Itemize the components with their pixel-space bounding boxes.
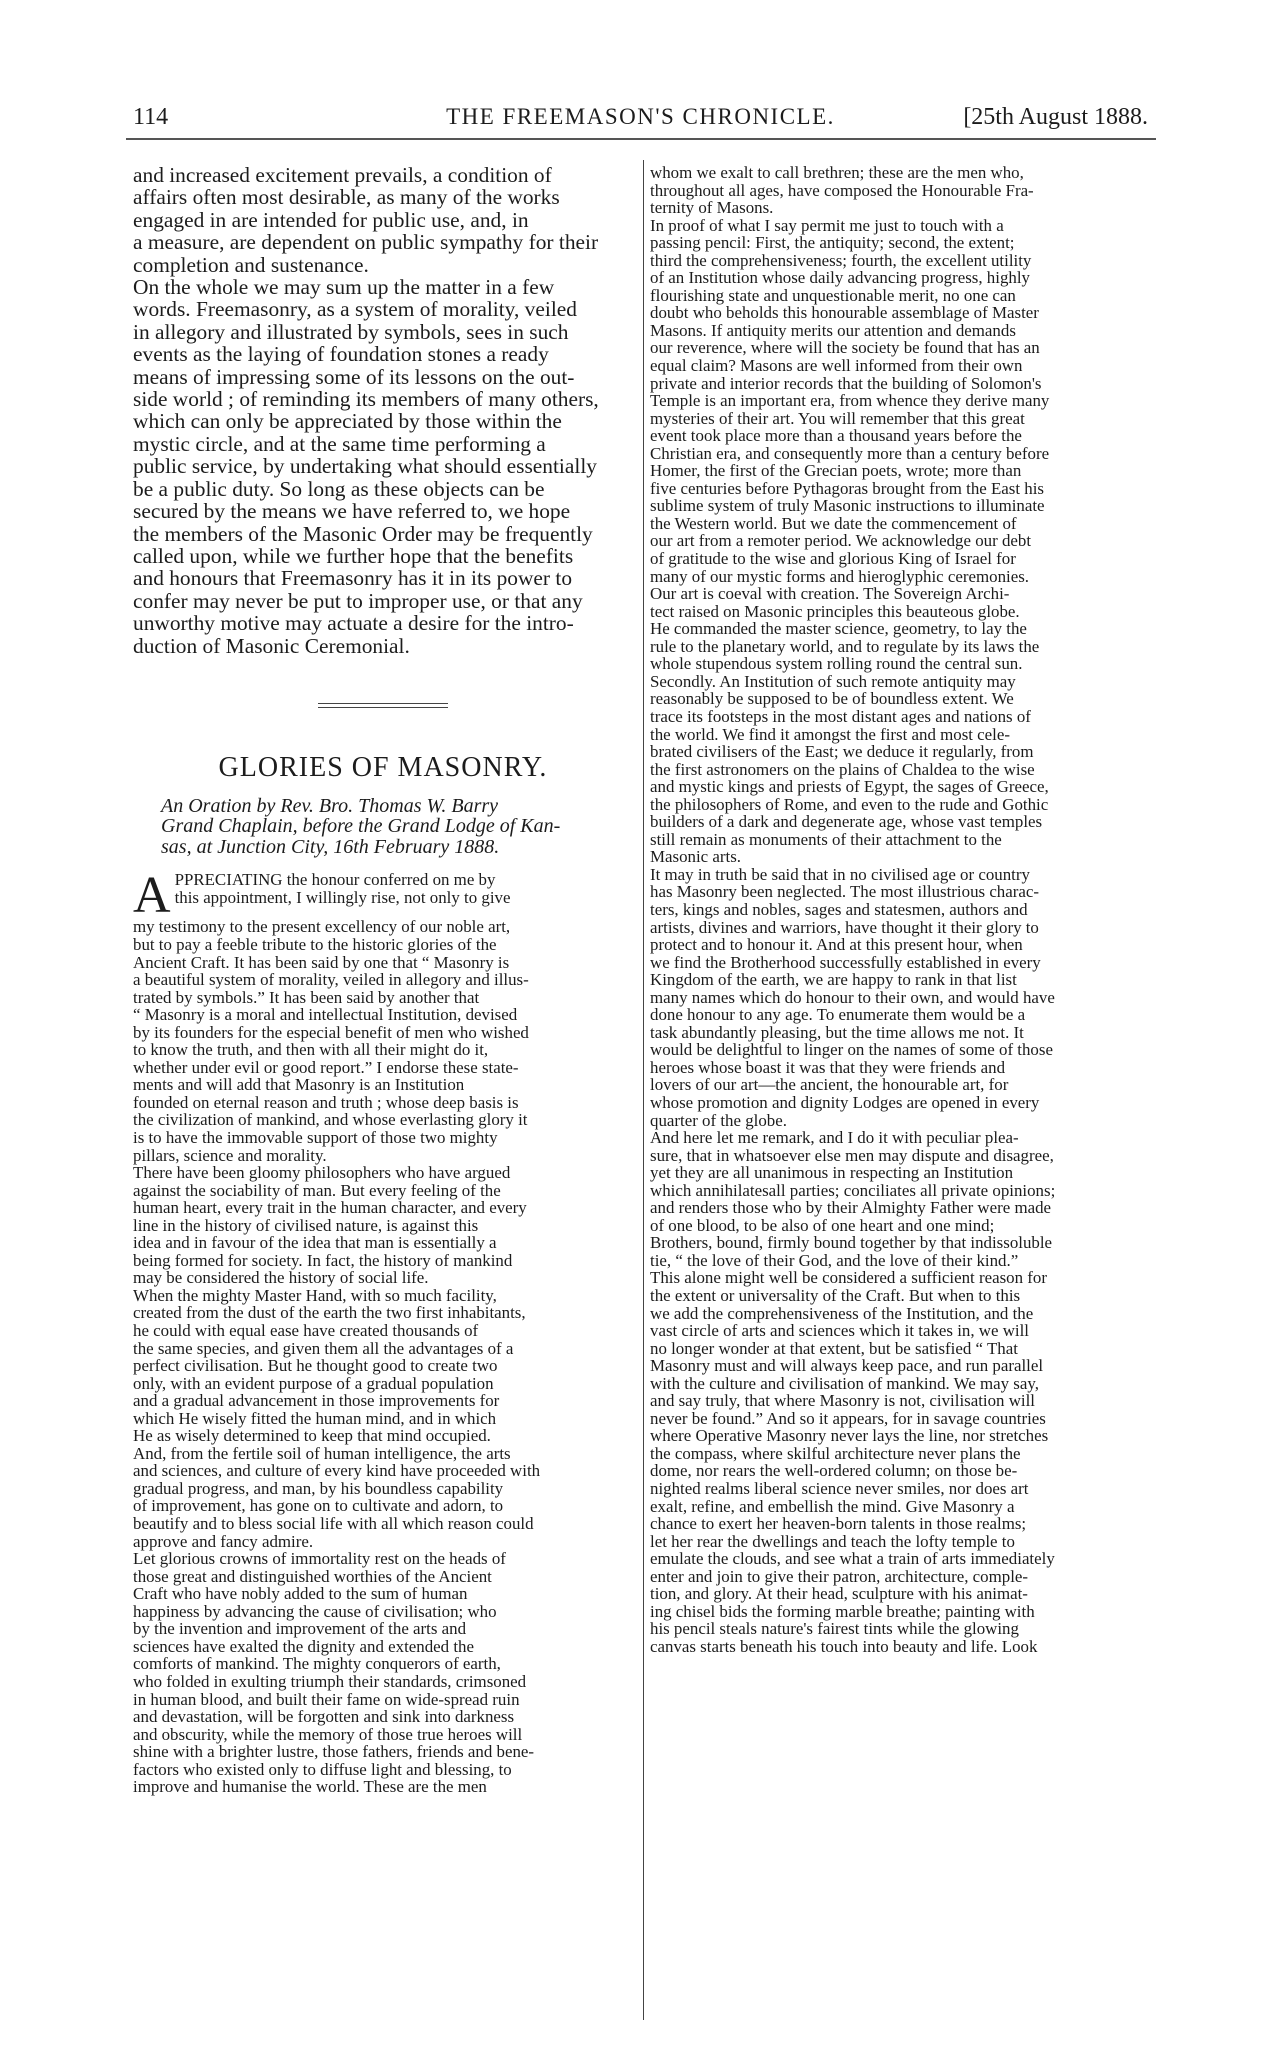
opening-line-2: this appointment, I willingly rise, not only to give [174, 887, 511, 907]
page-header [133, 100, 1148, 136]
article-byline: An Oration by Rev. Bro. Thomas W. Barry Grand Chaplain, before the Grand Lodge of Kan- sas, at Junction City, 16th February 1888. [161, 794, 561, 858]
paper-title: THE FREEMASON'S CHRONICLE. [446, 104, 835, 129]
issue-date: [25th August 1888. [963, 104, 1148, 130]
article-title: GLORIES OF MASONRY. [218, 751, 548, 783]
article-body-left: my testimony to the present excellency of our noble art, but to pay a feeble tribute to the historic glories of the Ancient Craft. It has been said by one that “ Masonry is a beautiful system of morality, veiled in allegory and illus- trated by symbols.” It has been said by another that “ Masonry is a moral and intellectual Institution, devised by its founders for the especial benefit of men who wished to know the truth, and then with all their might do it, whether under evil or good report.” I endorse these state- ments and will add that Masonry is an Institution founded on eternal reason and truth ; whose deep basis is the civilization of mankind, and whose everlasting glory it is to have the immovable support of those two mighty pillars, science and morality. There have been gloomy philosophers who have argued against the sociability of man. But every feeling of the human heart, every trait in the human character, and every line in the history of civilised nature, is against this idea and in favour of the idea that man is essentially a being formed for society. In fact, the history of mankind may be considered the history of social life. When the mighty Master Hand, with so much facility, created from the dust of the earth the two first inhabitants, he could with equal ease have created thousands of the same species, and given them all the advantages of a perfect civilisation. But he thought good to create two only, with an evident purpose of a gradual population and a gradual advancement in those improvements for which He wisely fitted the human mind, and in which He as wisely determined to keep that mind occupied. And, from the fertile soil of human intelligence, the arts and sciences, and culture of every kind have proceeded with gradual progress, and man, by his boundless capability of improvement, has gone on to cultivate and adorn, to beautify and to bless social life with all which reason could approve and fancy admire. Let glorious crowns of immortality rest on the heads of those great and distinguished worthies of the Ancient Craft who have nobly added to the sum of human happiness by advancing the cause of civilisation; who by the invention and improvement of the arts and sciences have exalted the dignity and extended the comforts of mankind. The mighty conquerors of earth, who folded in exulting triumph their standards, crimsoned in human blood, and built their fame on wide-spread ruin and devastation, will be forgotten and sink into darkness and obscurity, while the memory of those true heroes will shine with a brighter lustre, those fathers, friends and bene- factors who existed only to diffuse light and blessing, to improve and humanise the world. These are the men [133, 917, 541, 1797]
article-body-right: whom we exalt to call brethren; these are the men who, throughout all ages, have composed the Honourable Fra- ternity of Masons. In proof of what I say permit me just to touch with a passing pencil: First, the antiquity; second, the extent; third the comprehensiveness; fourth, the excellent utility of an Institution whose daily advancing progress, highly flourishing state and unquestionable merit, no one can doubt who beholds this honourable assemblage of Master Masons. If antiquity merits our attention and demands our reverence, where will the society be found that has an equal claim? Masons are well informed from their own private and interior records that the building of Solomon's Temple is an important era, from whence they derive many mysteries of their art. You will remember that this great event took place more than a thousand years before the Christian era, and consequently more than a century before Homer, the first of the Grecian poets, wrote; more than five centuries before Pythagoras brought from the East his sublime system of truly Masonic instructions to illuminate the Western world. But we date the commencement of our art from a remoter period. We acknowledge our debt of gratitude to the wise and glorious King of Israel for many of our mystic forms and hieroglyphic ceremonies. Our art is coeval with creation. The Sovereign Archi- tect raised on Masonic principles this beauteous globe. He commanded the master science, geometry, to lay the rule to the planetary world, and to regulate by its laws the whole stupendous system rolling round the central sun. Secondly. An Institution of such remote antiquity may reasonably be supposed to be of boundless extent. We trace its footsteps in the most distant ages and nations of the world. We find it amongst the first and most cele- brated civilisers of the East; we deduce it regularly, from the first astronomers on the plains of Chaldea to the wise and mystic kings and priests of Egypt, the sages of Greece, the philosophers of Rome, and even to the rude and Gothic builders of a dark and degenerate age, whose vast temples still remain as monuments of their attachment to the Masonic arts. It may in truth be said that in no civilised age or country has Masonry been neglected. The most illustrious charac- ters, kings and nobles, sages and statesmen, authors and artists, divines and warriors, have thought it their glory to protect and to honour it. And at this present hour, when we find the Brotherhood successfully established in every Kingdom of the earth, we are happy to rank in that list many names which do honour to their own, and would have done honour to any age. To enumerate them would be a task abundantly pleasing, but the time allows me not. It would be delightful to linger on the names of some of those heroes whose boast it was that they were friends and lovers of our art—the ancient, the honourable art, for whose promotion and dignity Lodges are opened in every quarter of the globe. And here let me remark, and I do it with peculiar plea- sure, that in whatsoever else men may dispute and disagree, yet they are all unanimous in respecting an Institution which annihilatesall parties; conciliates all private opinions; and renders those who by their Almighty Father were made of one blood, to be also of one heart and one mind; Brothers, bound, firmly bound together by that indissoluble tie, “ the love of their God, and the love of their kind.” This alone might well be considered a sufficient reason for the extent or universality of the Craft. But when to this we add the comprehensiveness of the Institution, and the vast circle of arts and sciences which it takes in, we will no longer wonder at that extent, but be satisfied “ That Masonry must and will always keep pace, and run parallel with the culture and civilisation of mankind. We may say, and say truly, that where Masonry is not, civilisation will never be found.” And so it appears, for in savage countries where Operative Masonry never lays the line, nor stretches the compass, where skilful architecture never plans the dome, nor rears the well-ordered column; on those be- nighted realms liberal science never smiles, nor does art exalt, refine, and embellish the mind. Give Masonry a chance to exert her heaven-born talents in those realms; let her rear the dwellings and teach the lofty temple to emulate the clouds, and see what a train of arts immediately enter and join to give their patron, architecture, comple- tion, and glory. At their head, sculpture with his animat- ing chisel bids the forming marble breathe; painting with his pencil steals nature's fairest tints while the glowing canvas starts beneath his touch into beauty and life. Look [650, 164, 1056, 1656]
article-opening [133, 867, 633, 925]
header-rule [126, 138, 1156, 140]
opening-line-1: PPRECIATING the honour conferred on me by [174, 870, 496, 890]
section-ornament [318, 703, 448, 708]
page-number: 114 [133, 104, 169, 130]
left-column [133, 164, 633, 2044]
column-divider [643, 160, 644, 2020]
drop-cap: A [133, 867, 171, 925]
right-column [650, 164, 1155, 2044]
intro-text: and increased excitement prevails, a condition of affairs often most desirable, as many of the works engaged in are intended for public use, and, in a measure, are dependent on public sympathy for their completion and sustenance. On the whole we may sum up the matter in a few words. Freemasonry, as a system of morality, veiled in allegory and illustrated by symbols, sees in such events as the laying of foundation stones a ready means of impressing some of its lessons on the out- side world ; of reminding its members of many others, which can only be appreciated by those within the mystic circle, and at the same time performing a public service, by undertaking what should essentially be a public duty. So long as these objects can be secured by the means we have referred to, we hope the members of the Masonic Order may be frequently called upon, while we further hope that the benefits and honours that Freemasonry has it in its power to confer may never be put to improper use, or that any unworthy motive may actuate a desire for the intro- duction of Masonic Ceremonial. [133, 164, 599, 658]
